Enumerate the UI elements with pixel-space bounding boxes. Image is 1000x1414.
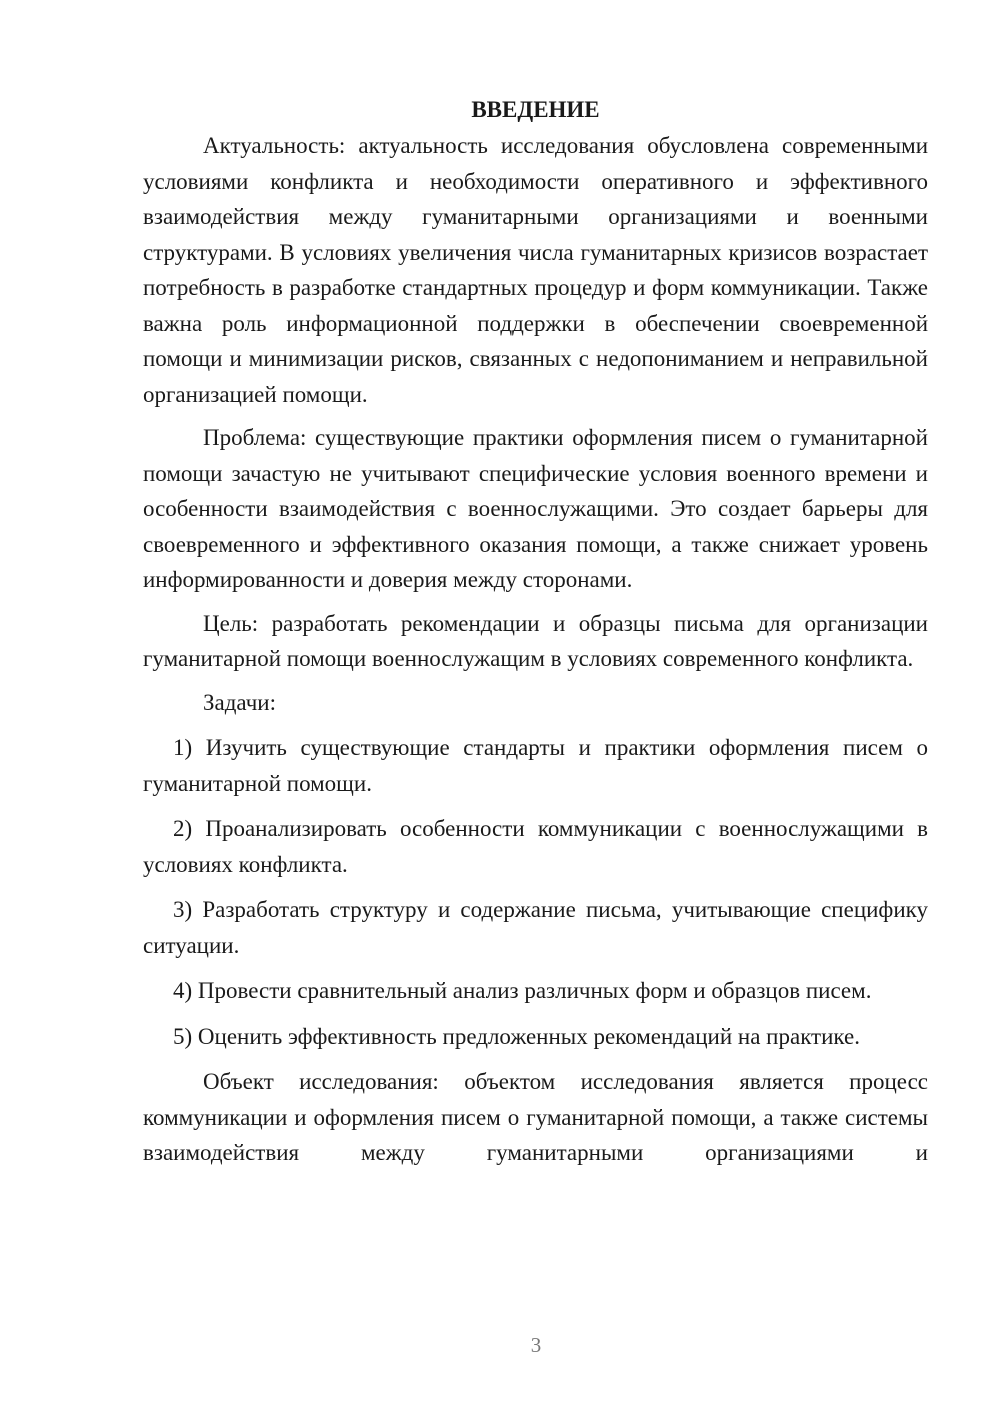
task-item: 1) Изучить существующие стандарты и практики оформления писем о гуманитарной помощи. xyxy=(143,735,928,796)
document-page xyxy=(143,92,928,1179)
page-number: 3 xyxy=(530,1333,542,1357)
task-item: 2) Проанализировать особенности коммуникации с военнослужащими в условиях конфликта. xyxy=(143,816,928,877)
paragraph-goal: Цель: разработать рекомендации и образцы письма для организации гуманитарной помощи военнослужащим в условиях современного конфликта. xyxy=(143,610,928,671)
task-item: 5) Оценить эффективность предложенных рекомендаций на практике. xyxy=(173,1023,860,1049)
paragraph-problem: Проблема: существующие практики оформления писем о гуманитарной помощи зачастую не учитывают специфические условия военного времени и особенности взаимодействия с военнослужащими. Это создает барьеры для своевременного и эффективного оказания помощи, а также снижает уровень информированности и доверия между сторонами. xyxy=(143,425,928,592)
tasks-list xyxy=(143,730,928,1054)
task-item: 3) Разработать структуру и содержание письма, учитывающие специфику ситуации. xyxy=(143,897,928,958)
task-item: 4) Провести сравнительный анализ различных форм и образцов писем. xyxy=(173,978,872,1003)
paragraph-relevance: Актуальность: актуальность исследования обусловлена современными условиями конфликта и необходимости оперативного и эффективного взаимодействия между гуманитарными организациями и военными структурами. В условиях увеличения числа гуманитарных кризисов возрастает потребность в разработке стандартных процедур и форм коммуникации. Также важна роль информационной поддержки в обеспечении своевременной помощи и минимизации рисков, связанных с недопониманием и неправильной организацией помощи. xyxy=(143,133,928,407)
section-title: ВВЕДЕНИЕ xyxy=(471,97,600,122)
tasks-label: Задачи: xyxy=(203,689,276,715)
paragraph-object: Объект исследования: объектом исследования является процесс коммуникации и оформления писем о гуманитарной помощи, а также системы взаимодействия между гуманитарными организациями и xyxy=(143,1069,928,1165)
